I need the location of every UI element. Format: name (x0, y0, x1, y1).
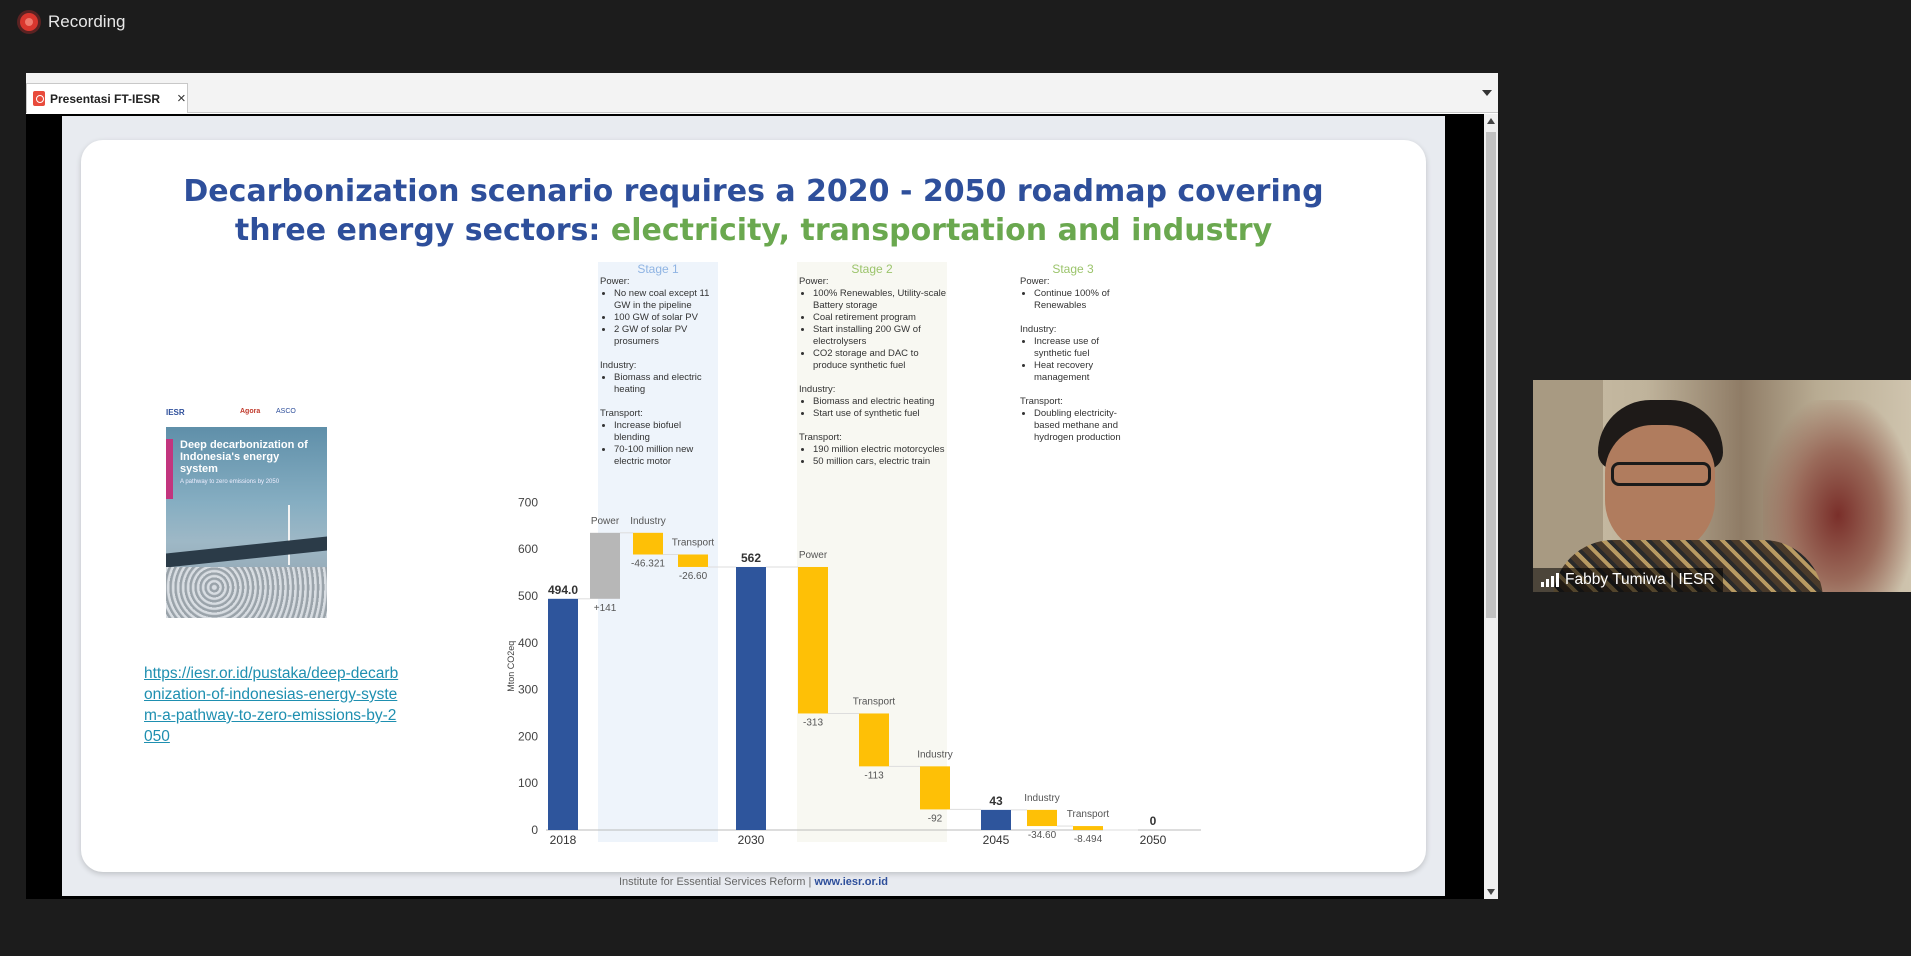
stage-2-label: Stage 2 (851, 262, 893, 276)
y-tick-label: 0 (531, 823, 538, 837)
stage-section-heading: Industry: (799, 384, 836, 395)
y-tick-label: 300 (517, 682, 538, 697)
chart-bar (548, 599, 578, 830)
step-category-label: Industry (630, 515, 666, 527)
stage-item: • Increase use of synthetic fuel (1034, 336, 1135, 360)
y-tick-label: 200 (517, 729, 538, 744)
bar-value-label: -34.60 (1027, 830, 1057, 842)
stage-item: • Start use of synthetic fuel (813, 408, 949, 420)
person-face (1605, 425, 1715, 555)
chart-bar (736, 567, 766, 830)
bar-value-label: -92 (927, 813, 943, 825)
scroll-up-icon[interactable] (1487, 118, 1495, 124)
stage-item: • Heat recovery management (1034, 360, 1135, 384)
stage-item: • Coal retirement program (813, 312, 949, 324)
stage-section-heading: Transport: (1020, 396, 1063, 407)
stage-item: • Doubling electricity-based methane and hydrogen production (1034, 408, 1135, 444)
title-line-2-highlight: electricity, transportation and industry (610, 213, 1273, 248)
chevron-down-icon[interactable] (1482, 90, 1492, 96)
step-category-label: Industry (1024, 792, 1060, 804)
footer-link[interactable]: www.iesr.or.id (814, 876, 888, 888)
recording-label: Recording (48, 12, 126, 31)
stage-item: • 100% Renewables, Utility-scale Battery storage (813, 288, 949, 312)
bar-value-label: -313 (802, 717, 824, 729)
agora-logo: Agora (240, 408, 261, 415)
step-category-label: Transport (671, 537, 715, 549)
y-axis-label: Mton CO2eq (506, 640, 516, 692)
report-title: Deep decarbonization of Indonesia's energy system (180, 439, 308, 475)
stage-item: • 190 million electric motorcycles (813, 444, 949, 456)
bar-value-label: -46.321 (631, 558, 665, 570)
bar-value-label: -113 (864, 770, 884, 782)
bar-value-label: 562 (740, 550, 762, 565)
stage-section-heading: Industry: (1020, 324, 1057, 335)
chart-bar (678, 554, 708, 566)
stage-section-heading: Power: (1020, 276, 1050, 287)
x-tick-label: 2030 (737, 833, 765, 847)
bar-value-label: 0 (1149, 814, 1157, 828)
stage-section-heading: Power: (799, 276, 829, 287)
bar-value-label: -26.60 (678, 570, 708, 582)
chart-bar (981, 810, 1011, 830)
emissions-waterfall-chart (81, 140, 1426, 872)
stage-item: • 50 million cars, electric train (813, 456, 949, 468)
chart-bar (1027, 810, 1057, 826)
step-category-label: Transport (1066, 809, 1110, 821)
y-tick-label: 100 (517, 776, 538, 791)
participant-name-tag (1533, 568, 1723, 592)
bar-value-label: -8.494 (1073, 834, 1103, 846)
chart-bar (633, 533, 663, 555)
slide-page (62, 116, 1445, 896)
y-tick-label: 400 (517, 635, 538, 650)
slide-footer (62, 876, 1445, 888)
tab-title: Presentasi FT-IESR (50, 91, 161, 106)
stage-item: • 100 GW of solar PV (614, 312, 718, 324)
participant-video[interactable] (1533, 380, 1911, 592)
bar-value-label: +141 (593, 602, 617, 614)
title-line-2-prefix: three energy sectors: (234, 213, 611, 248)
chart-bar (1073, 826, 1103, 830)
stage-item: • Biomass and electric heating (614, 372, 718, 396)
stage-item: • Start installing 200 GW of electrolysers (813, 324, 949, 348)
chart-bar (798, 567, 828, 713)
record-icon (20, 13, 38, 31)
person-glasses (1611, 462, 1711, 486)
step-category-label: Industry (917, 749, 953, 761)
partner-logo: ASCO (276, 408, 296, 415)
x-tick-label: 2045 (982, 833, 1010, 847)
x-tick-label: 2050 (1139, 833, 1167, 847)
document-viewer (26, 114, 1484, 899)
stage-item: • Increase biofuel blending (614, 420, 718, 444)
stage-item: • No new coal except 11 GW in the pipeline (614, 288, 718, 312)
step-category-label: Power (590, 515, 620, 527)
report-link[interactable]: https://iesr.or.id/pustaka/deep-decarbonization-of-indonesias-energy-system-a-pathway-to-zero-emissions-by-2050 (144, 665, 399, 745)
pdf-icon (33, 91, 45, 106)
scroll-down-icon[interactable] (1487, 889, 1495, 895)
tab-presentation[interactable] (26, 83, 188, 113)
iesr-logo: IESR (166, 408, 185, 417)
stage-section-heading: Power: (600, 276, 630, 287)
stage-item: • Biomass and electric heating (813, 396, 949, 408)
signal-icon (1541, 573, 1559, 587)
stage-item: • Continue 100% of Renewables (1034, 288, 1135, 312)
presentation-window (26, 73, 1498, 899)
stage-1-label: Stage 1 (637, 262, 679, 276)
bar-value-label: 494.0 (547, 582, 579, 597)
stage-3-label: Stage 3 (1052, 262, 1094, 276)
tab-bar (26, 73, 1498, 113)
step-category-label: Transport (852, 696, 896, 708)
report-subtitle: A pathway to zero emissions by 2050 (180, 479, 280, 485)
recording-indicator (20, 12, 126, 32)
scroll-thumb[interactable] (1486, 132, 1496, 618)
title-line-1: Decarbonization scenario requires a 2020 - 2050 roadmap covering (183, 174, 1324, 209)
chart-bar (920, 766, 950, 809)
footer-text: Institute for Essential Services Reform | (619, 876, 815, 888)
participant-name: Fabby Tumiwa | IESR (1565, 571, 1715, 588)
stage-section-heading: Transport: (600, 408, 643, 419)
vertical-scrollbar[interactable] (1484, 114, 1498, 899)
y-tick-label: 700 (517, 495, 538, 510)
stage-item: • 2 GW of solar PV prosumers (614, 324, 718, 348)
step-category-label: Power (798, 549, 828, 561)
stage-section-heading: Industry: (600, 360, 637, 371)
y-tick-label: 500 (517, 589, 538, 603)
stage-item: • 70-100 million new electric motor (614, 444, 718, 468)
chart-bar (859, 713, 889, 766)
stage-item: • CO2 storage and DAC to produce synthetic fuel (813, 348, 949, 372)
slide-card (81, 140, 1426, 872)
x-tick-label: 2018 (549, 833, 577, 847)
close-icon[interactable]: × (177, 90, 186, 107)
bar-value-label: 43 (989, 793, 1003, 808)
chart-bar (590, 533, 620, 599)
y-tick-label: 600 (517, 542, 538, 557)
stage-section-heading: Transport: (799, 432, 842, 443)
